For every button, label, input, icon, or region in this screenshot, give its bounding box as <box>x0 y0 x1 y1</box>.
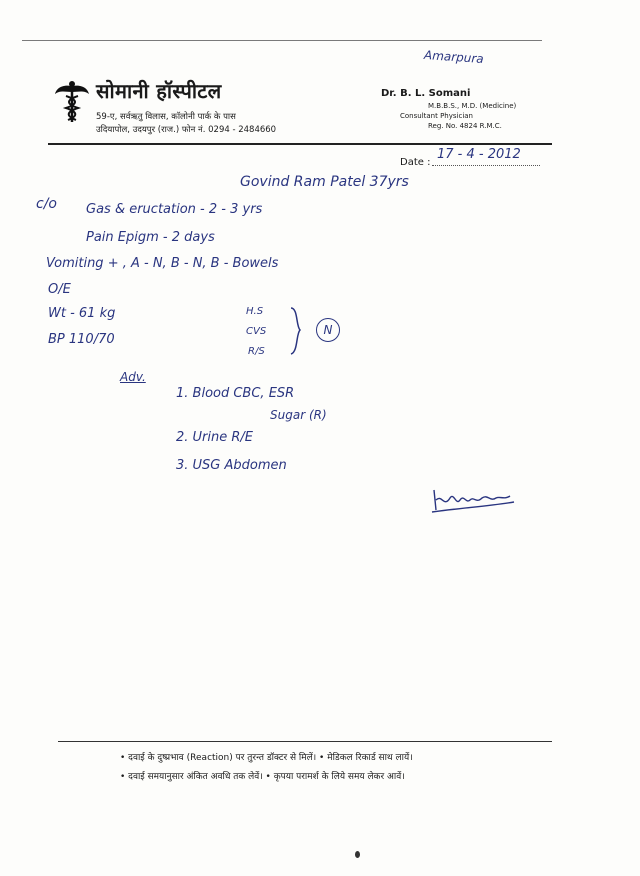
investigation-1b: Sugar (R) <box>270 408 327 422</box>
ink-smudge <box>355 851 360 858</box>
investigation-2: 2. Urine R/E <box>176 430 254 445</box>
investigation-1: 1. Blood CBC, ESR <box>176 386 295 401</box>
exam-heart-sounds: H.S <box>246 306 264 317</box>
hospital-address-line2: उदियापोल, उदयपुर (राज.) फोन नं. 0294 - 2484660 <box>96 125 277 135</box>
header-divider <box>48 143 552 145</box>
blood-pressure-reading: BP 110/70 <box>48 332 115 347</box>
page-top-line <box>22 40 542 41</box>
exam-brace-icon <box>288 306 304 356</box>
exam-normal-circled: N <box>316 318 340 342</box>
date-underline <box>432 165 540 166</box>
doctor-name: Dr. B. L. Somani <box>381 88 471 99</box>
advice-label: Adv. <box>120 370 146 384</box>
complaint-3: Vomiting + , A - N, B - N, B - Bowels <box>46 256 279 271</box>
hospital-name: सोमानी हॉस्पीटल <box>96 79 222 103</box>
complaint-1: Gas & eructation - 2 - 3 yrs <box>86 202 263 217</box>
investigation-3: 3. USG Abdomen <box>176 458 287 473</box>
caduceus-logo-icon <box>54 80 90 124</box>
weight-reading: Wt - 61 kg <box>48 306 116 321</box>
date-value: 17 - 4 - 2012 <box>437 147 521 162</box>
footer-divider <box>58 741 552 742</box>
hospital-address-line1: 59-ए, सर्वऋतु विलास, कॉलोनी पार्क के पास <box>96 112 236 122</box>
doctor-designation: Consultant Physician <box>400 112 473 120</box>
exam-rs: R/S <box>248 346 265 357</box>
top-handwritten-note: Amarpura <box>423 47 485 67</box>
patient-name-age: Govind Ram Patel 37yrs <box>240 174 409 190</box>
doctor-signature <box>430 484 516 514</box>
complaint-of-label: c/o <box>36 196 57 212</box>
footer-instruction-line1: • दवाई के दुष्प्रभाव (Reaction) पर तुरन्त डॉक्टर से मिलें। • मेडिकल रिकार्ड साथ लायें। <box>120 753 413 763</box>
complaint-2: Pain Epigm - 2 days <box>86 230 215 245</box>
doctor-degrees: M.B.B.S., M.D. (Medicine) <box>428 102 517 110</box>
date-label: Date : <box>400 157 431 168</box>
doctor-registration: Reg. No. 4824 R.M.C. <box>428 122 502 130</box>
on-examination-label: O/E <box>48 282 71 297</box>
exam-cvs: CVS <box>246 326 267 337</box>
footer-instruction-line2: • दवाई समयानुसार अंकित अवधि तक लेवें। • कृपया परामर्श के लिये समय लेकर आवें। <box>120 772 405 782</box>
